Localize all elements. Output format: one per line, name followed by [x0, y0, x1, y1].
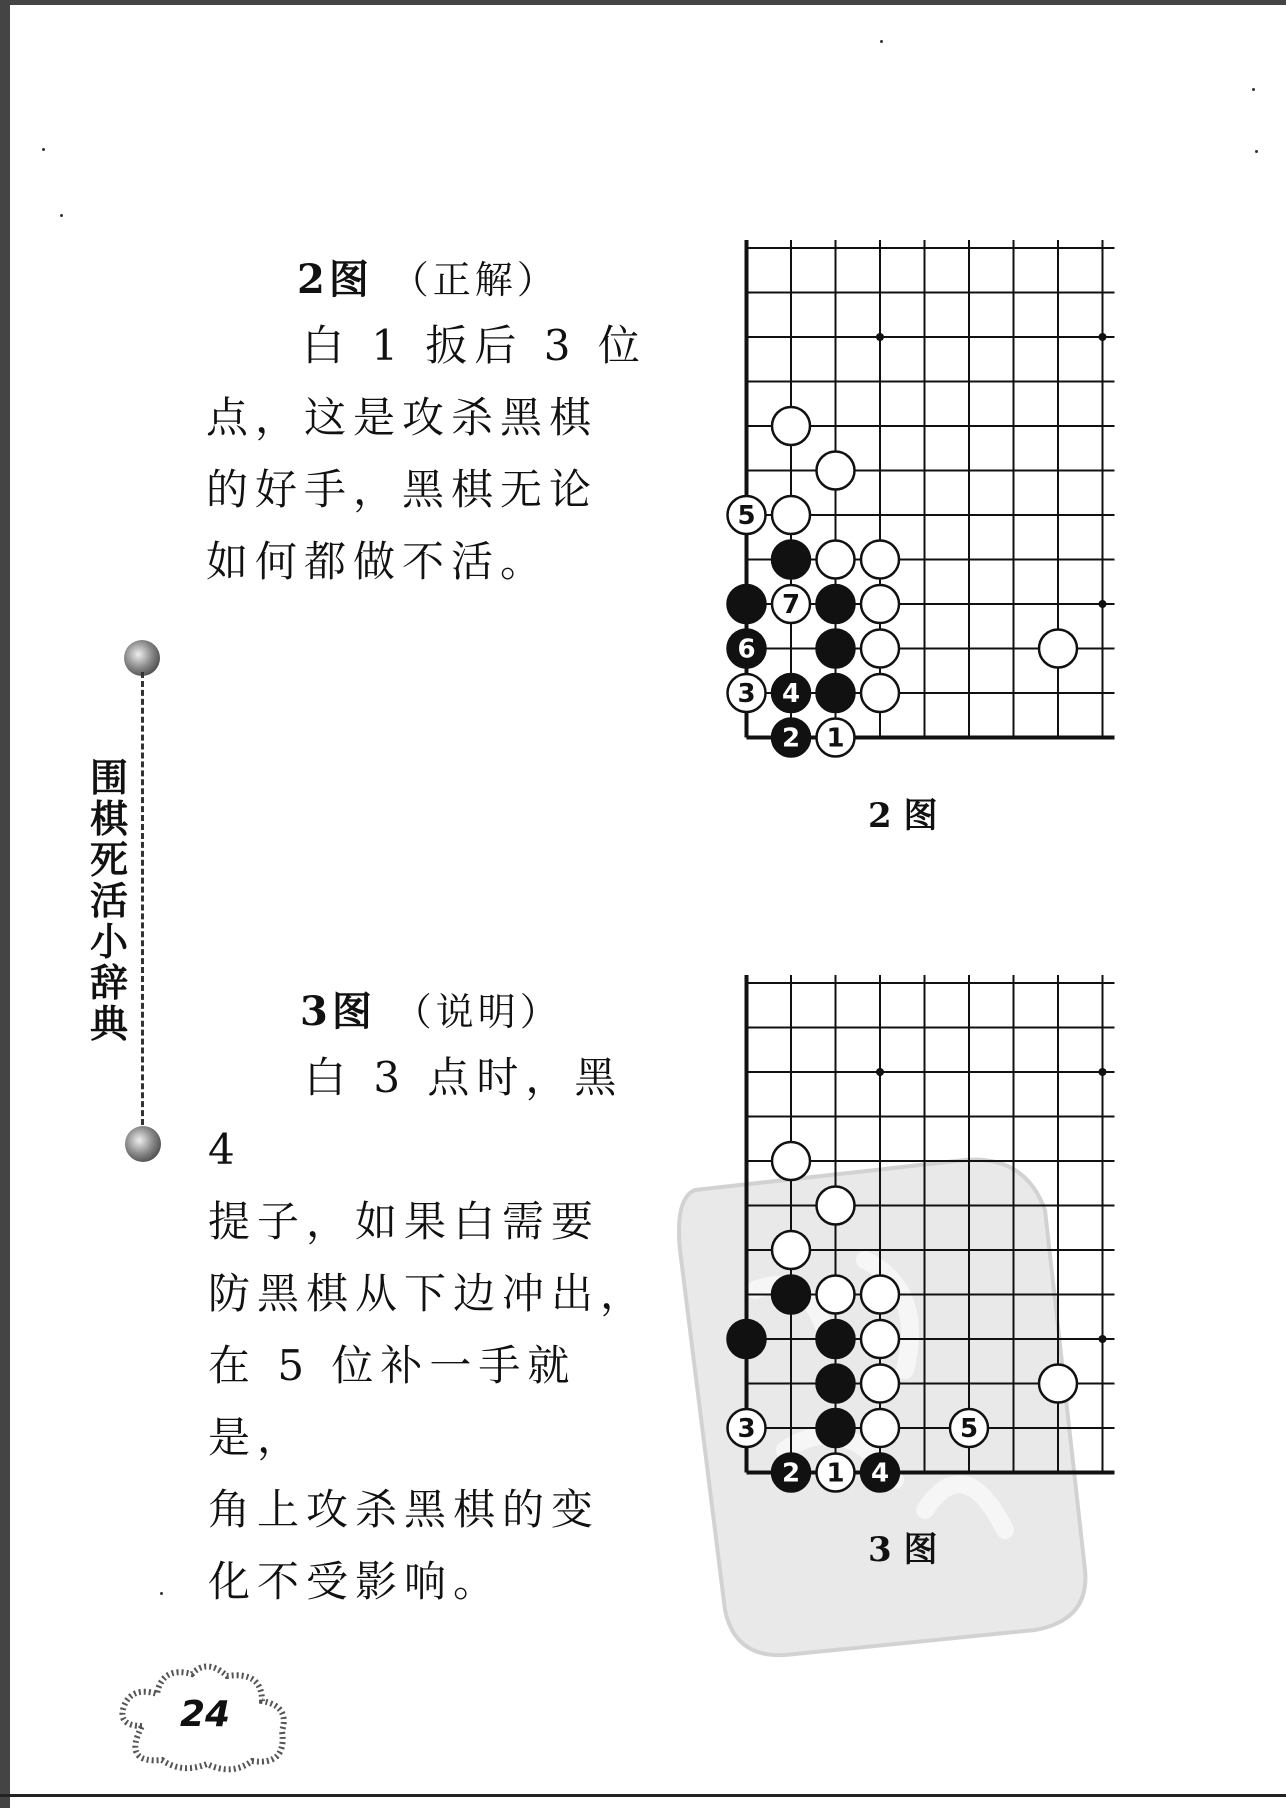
section-2-heading [297, 248, 559, 305]
star-point [1099, 1068, 1107, 1076]
white-stone [817, 452, 855, 490]
star-point [876, 1068, 884, 1076]
white-stone [861, 585, 899, 623]
move-number: 1 [826, 723, 845, 754]
section-3-title: 3图 [300, 988, 376, 1035]
move-number: 1 [826, 1458, 845, 1489]
move-number: 4 [781, 679, 801, 709]
scan-speck [1255, 150, 1258, 153]
text-line: 白 3 点时，黑 4 [208, 1053, 624, 1174]
black-stone [772, 1276, 810, 1314]
section-3-heading [300, 980, 562, 1037]
white-stone [861, 630, 899, 668]
white-stone [861, 674, 899, 712]
black-stone [817, 585, 855, 623]
black-stone [728, 1320, 766, 1358]
book-title-char: 辞 [89, 961, 128, 1005]
black-stone [728, 585, 766, 623]
white-stone [861, 1320, 899, 1358]
sidebar-bead-bottom [125, 1126, 161, 1162]
text-line: 防黑棋从下边冲出， [208, 1269, 650, 1318]
text-line: 在 5 位补一手就是， [208, 1341, 577, 1462]
scan-speck [60, 214, 63, 217]
book-title-char: 活 [89, 879, 128, 923]
move-number: 6 [737, 634, 756, 665]
book-title-char: 死 [89, 838, 128, 882]
star-point [1099, 1335, 1107, 1343]
page-bottom-rule [0, 1794, 1286, 1797]
move-number: 2 [781, 1458, 801, 1489]
move-number: 3 [737, 679, 756, 709]
text-line: 点，这是攻杀黑棋 [206, 393, 599, 442]
scan-border-top [0, 0, 1286, 5]
white-stone [1039, 630, 1077, 668]
scan-speck [160, 1592, 163, 1595]
white-stone [817, 1187, 855, 1225]
scan-speck [42, 148, 45, 151]
white-stone [772, 407, 810, 445]
white-stone [1039, 1365, 1077, 1403]
book-title-char: 围 [89, 756, 128, 800]
diagram-2-caption: 2 图 [868, 796, 938, 836]
star-point [1099, 333, 1107, 341]
white-stone [772, 496, 810, 534]
black-stone [817, 1409, 855, 1447]
move-number: 2 [781, 723, 801, 754]
move-number: 3 [737, 1414, 756, 1444]
move-number: 5 [959, 1414, 979, 1444]
white-stone [772, 1142, 810, 1180]
section-3-text [208, 1042, 658, 1618]
black-stone [817, 1365, 855, 1403]
white-stone [861, 1276, 899, 1314]
page-number: 24 [179, 1694, 231, 1735]
move-number: 5 [737, 501, 756, 531]
white-stone [772, 1231, 810, 1269]
section-2-text [206, 310, 656, 598]
white-stone [861, 1365, 899, 1403]
book-title-char: 小 [89, 920, 128, 964]
text-line: 提子，如果白需要 [208, 1197, 601, 1246]
text-line: 白 1 扳后 3 位 [302, 321, 647, 370]
section-2-subtitle: （正解） [390, 258, 559, 302]
section-3-subtitle: （说明） [393, 990, 562, 1034]
go-diagram-2 [680, 240, 1130, 780]
book-title-char: 棋 [89, 797, 128, 841]
black-stone [817, 1320, 855, 1358]
move-number: 7 [781, 590, 801, 620]
black-stone [817, 674, 855, 712]
scan-speck [880, 40, 883, 43]
black-stone [817, 630, 855, 668]
white-stone [861, 541, 899, 579]
star-point [876, 333, 884, 341]
text-line: 的好手，黑棋无论 [206, 465, 599, 514]
diagram-3-caption: 3 图 [868, 1530, 938, 1570]
black-stone [772, 541, 810, 579]
section-2-title: 2图 [297, 256, 373, 303]
text-line: 角上攻杀黑棋的变 [208, 1485, 601, 1534]
white-stone [861, 1409, 899, 1447]
white-stone [817, 541, 855, 579]
scan-speck [1252, 88, 1255, 91]
book-title-char: 典 [89, 1002, 128, 1046]
book-title-vertical [86, 758, 132, 1045]
go-diagram-3 [680, 975, 1130, 1515]
text-line: 化不受影响。 [208, 1557, 503, 1606]
sidebar-dashed-line [141, 672, 144, 1134]
text-line: 如何都做不活。 [206, 537, 550, 586]
star-point [1099, 600, 1107, 608]
white-stone [817, 1276, 855, 1314]
sidebar-bead-top [124, 640, 160, 676]
scan-border-left [0, 0, 10, 1808]
move-number: 4 [870, 1458, 890, 1489]
